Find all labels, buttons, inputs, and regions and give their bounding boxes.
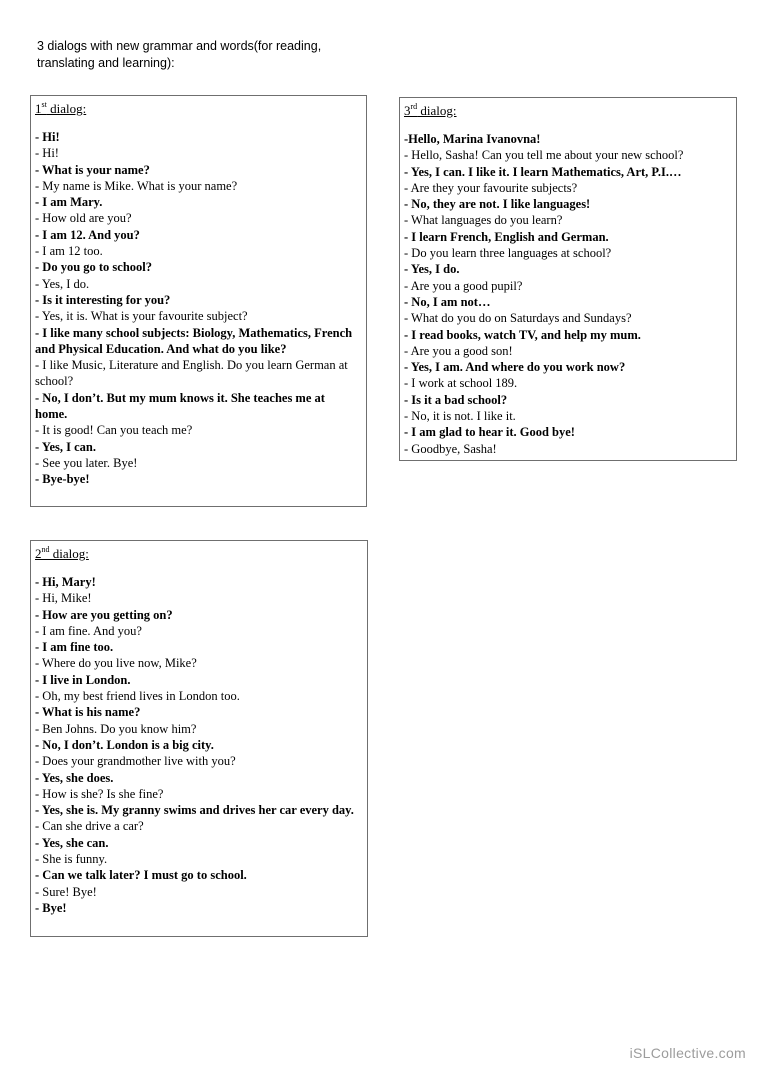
dialog-line: - How is she? Is she fine?: [35, 786, 164, 801]
dialog-line: - Do you learn three languages at school?: [404, 246, 612, 261]
dialog-1-title-number: 1: [35, 101, 42, 116]
dialog-line: - What do you do on Saturdays and Sundays?: [404, 311, 632, 326]
dialog-line: - Goodbye, Sasha!: [404, 441, 497, 456]
dialog-line: - I like Music, Literature and English. Do you learn German at school?: [35, 358, 348, 389]
dialog-line: - Hi!: [35, 146, 59, 161]
dialog-line: - I work at school 189.: [404, 376, 518, 391]
dialog-line: - Hi, Mike!: [35, 591, 92, 606]
dialog-2-title: [35, 545, 367, 562]
dialog-line: - Are they your favourite subjects?: [404, 180, 578, 195]
dialog-line-bold: - I read books, watch TV, and help my mum.: [404, 327, 641, 342]
dialog-line: - Yes, it is. What is your favourite subject?: [35, 309, 248, 324]
dialog-line: - Oh, my best friend lives in London too.: [35, 689, 240, 704]
dialog-line: - Does your grandmother live with you?: [35, 754, 236, 769]
dialog-2-title-number: 2: [35, 546, 42, 561]
dialog-line-bold: - Yes, I do.: [404, 262, 460, 277]
dialog-1-lines: [35, 129, 366, 488]
dialog-3-title-suffix: rd: [410, 102, 418, 111]
dialog-line: - No, it is not. I like it.: [404, 409, 516, 424]
dialog-line: - Hello, Sasha! Can you tell me about your new school?: [404, 148, 684, 163]
watermark-text: iSLCollective.com: [629, 1045, 746, 1061]
dialog-1-title-suffix: st: [41, 100, 47, 109]
dialog-line: - See you later. Bye!: [35, 455, 138, 470]
dialog-line-bold: - No, they are not. I like languages!: [404, 197, 591, 212]
dialog-line-bold: - I live in London.: [35, 672, 131, 687]
dialog-2-title-suffix: nd: [41, 545, 50, 554]
dialog-1-title-word: dialog:: [46, 101, 87, 116]
dialog-line-bold: - Hi, Mary!: [35, 575, 96, 589]
dialog-line: - Where do you live now, Mike?: [35, 656, 197, 671]
dialog-line: - I am 12 too.: [35, 244, 103, 259]
dialog-line: - My name is Mike. What is your name?: [35, 178, 238, 193]
dialog-2-lines: [35, 574, 367, 916]
dialog-1-box: [30, 95, 367, 507]
dialog-line: - It is good! Can you teach me?: [35, 423, 193, 438]
dialog-line-bold: - Do you go to school?: [35, 260, 153, 275]
dialog-3-title-number: 3: [404, 103, 411, 118]
dialog-line: - How old are you?: [35, 211, 132, 226]
dialog-line-bold: - Hi!: [35, 130, 60, 144]
dialog-line-bold: - Yes, I am. And where do you work now?: [404, 360, 626, 375]
dialog-line: - Ben Johns. Do you know him?: [35, 721, 197, 736]
dialog-line-bold: - Can we talk later? I must go to school.: [35, 868, 247, 883]
dialog-line-bold: - I like many school subjects: Biology, Mathematics, French and Physical Education. And what do you like?: [35, 325, 353, 356]
dialog-line: - She is funny.: [35, 852, 108, 867]
dialog-line-bold: - I am 12. And you?: [35, 227, 140, 242]
dialog-line-bold: - Yes, she can.: [35, 835, 109, 850]
dialog-line-bold: - I am Mary.: [35, 195, 103, 210]
dialog-3-title: [404, 102, 736, 119]
dialog-line: - Sure! Bye!: [35, 884, 97, 899]
dialog-line: - I am fine. And you?: [35, 623, 142, 638]
dialog-2-box: [30, 540, 368, 937]
dialog-line-bold: - Is it interesting for you?: [35, 292, 171, 307]
dialog-line-bold: - Yes, she is. My granny swims and drives her car every day.: [35, 803, 354, 818]
dialog-line: - Yes, I do.: [35, 276, 90, 291]
dialog-line: - Can she drive a car?: [35, 819, 144, 834]
dialog-line-bold: - I am fine too.: [35, 640, 114, 655]
dialog-line-bold: - What is his name?: [35, 705, 141, 720]
dialog-line-bold: - No, I am not…: [404, 294, 491, 309]
dialog-line-bold: - No, I don’t. London is a big city.: [35, 737, 214, 752]
dialog-line-bold: - Yes, I can. I like it. I learn Mathematics, Art, P.I.…: [404, 164, 682, 179]
dialog-line: - Are you a good pupil?: [404, 278, 523, 293]
dialog-line-bold: - What is your name?: [35, 162, 150, 177]
dialog-line-bold: - I learn French, English and German.: [404, 229, 609, 244]
dialog-line-bold: - How are you getting on?: [35, 607, 173, 622]
dialog-line-bold: - Is it a bad school?: [404, 392, 508, 407]
dialog-3-title-word: dialog:: [417, 103, 457, 118]
dialog-line-bold: - Yes, she does.: [35, 770, 114, 785]
dialog-line-bold: - I am glad to hear it. Good bye!: [404, 425, 575, 440]
dialog-line: - Are you a good son!: [404, 343, 513, 358]
dialog-line-bold: - Bye!: [35, 900, 67, 915]
dialog-line-bold: -Hello, Marina Ivanovna!: [404, 132, 541, 146]
dialog-line: - What languages do you learn?: [404, 213, 563, 228]
dialog-3-lines: [404, 131, 736, 457]
dialog-line-bold: - No, I don’t. But my mum knows it. She teaches me at home.: [35, 390, 325, 422]
dialog-line-bold: - Bye-bye!: [35, 472, 90, 487]
worksheet-intro: 3 dialogs with new grammar and words(for reading, translating and learning):: [37, 39, 322, 70]
dialog-line-bold: - Yes, I can.: [35, 439, 96, 454]
dialog-3-box: [399, 97, 737, 461]
dialog-2-title-word: dialog:: [49, 546, 89, 561]
dialog-1-title: [35, 100, 366, 117]
